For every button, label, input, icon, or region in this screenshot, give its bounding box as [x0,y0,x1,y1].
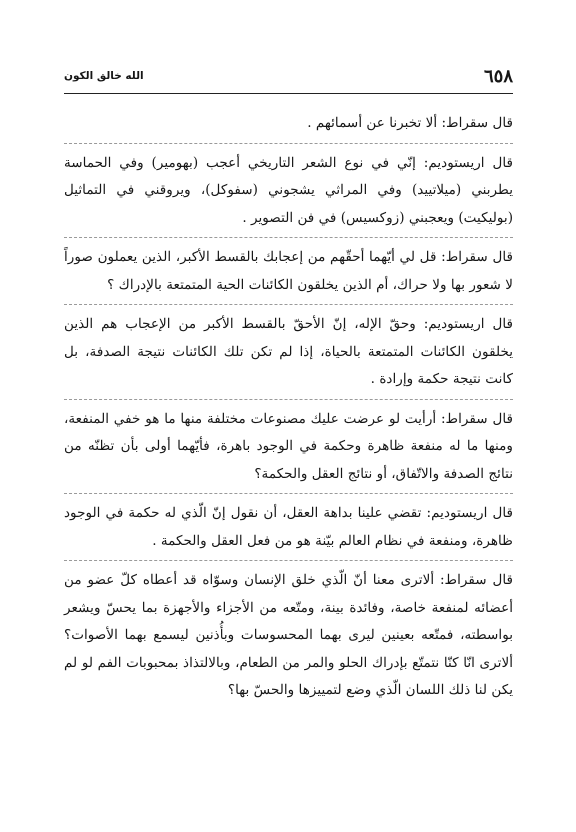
paragraph-separator [64,143,513,144]
running-title: الله خالق الكون [64,70,144,82]
paragraph: قال سقراط: ألاترى معنا أنّ الّذي خلق الإنسان وسوّاه قد أعطاه كلّ عضو من أعضائه لمنفعة خاصة، وفائدة بينة، ومتّعه من الأجزاء والأجهزة بما يحسّ ويشعر بواسطته، فمتّعه بعينين ليرى بهما المحسوسات وبأُذنين ليسمع بهما الأصوات؟ ألاترى انّا كنّا نتمتّع بإدراك الحلو والمر من الطعام، وبالالتذاذ بمحبوبات الفم لو لم يكن لنا ذلك اللسان الّذي وضع لتمييزها والحسّ بها؟ [64,572,513,698]
paragraph-separator [64,304,513,305]
paragraph: قال اريستوديم: تقضي علينا بداهة العقل، أن نقول إنّ الّذي له حكمة في الوجود ظاهرة، ومنفعة في نظام العالم بيّنة هو من فعل العقل والحكمة . [64,505,513,549]
page-number: ٦٥٨ [483,66,513,87]
paragraph-separator [64,493,513,494]
header-rule [64,93,513,94]
paragraph: قال سقراط: ألا تخبرنا عن أسمائهم . [307,115,513,131]
paragraph: قال اريستوديم: إنّي في نوع الشعر التاريخي أعجب (بهومير) وفي الحماسة يطربني (ميلاتييد) وفي المراثي يشجوني (سفوكل)، ويروقني في التماثيل (بوليكيت) ويعجبني (زوكسيس) في فن التصوير . [64,154,513,226]
page-header [64,66,513,88]
paragraph-separator [64,237,513,238]
paragraph-separator [64,399,513,400]
paragraph: قال سقراط: أرأيت لو عرضت عليك مصنوعات مختلفة منها ما هو خفي المنفعة، ومنها ما له منفعة ظاهرة وحكمة في الوجود باهرة، فأيّهما أولى بأن تظنّه من نتائج الصدفة والاتّفاق، أو نتائج العقل والحكمة؟ [64,410,513,482]
page-body [64,110,513,705]
paragraph: قال اريستوديم: وحقّ الإله، إنّ الأحقّ بالقسط الأكبر من الإعجاب هم الذين يخلقون الكائنات المتمتعة بالحياة، إذا لم تكن تلك الكائنات نتيجة الصدفة، بل كانت نتيجة حكمة وإرادة . [64,316,513,387]
paragraph: قال سقراط: قل لي أيّهما أحقّهم من إعجابك بالقسط الأكبر، الذين يعملون صوراً لا شعور بها ولا حراك، أم الذين يخلقون الكائنات الحية المتمتعة بالإدراك ؟ [64,249,513,293]
paragraph-separator [64,560,513,561]
